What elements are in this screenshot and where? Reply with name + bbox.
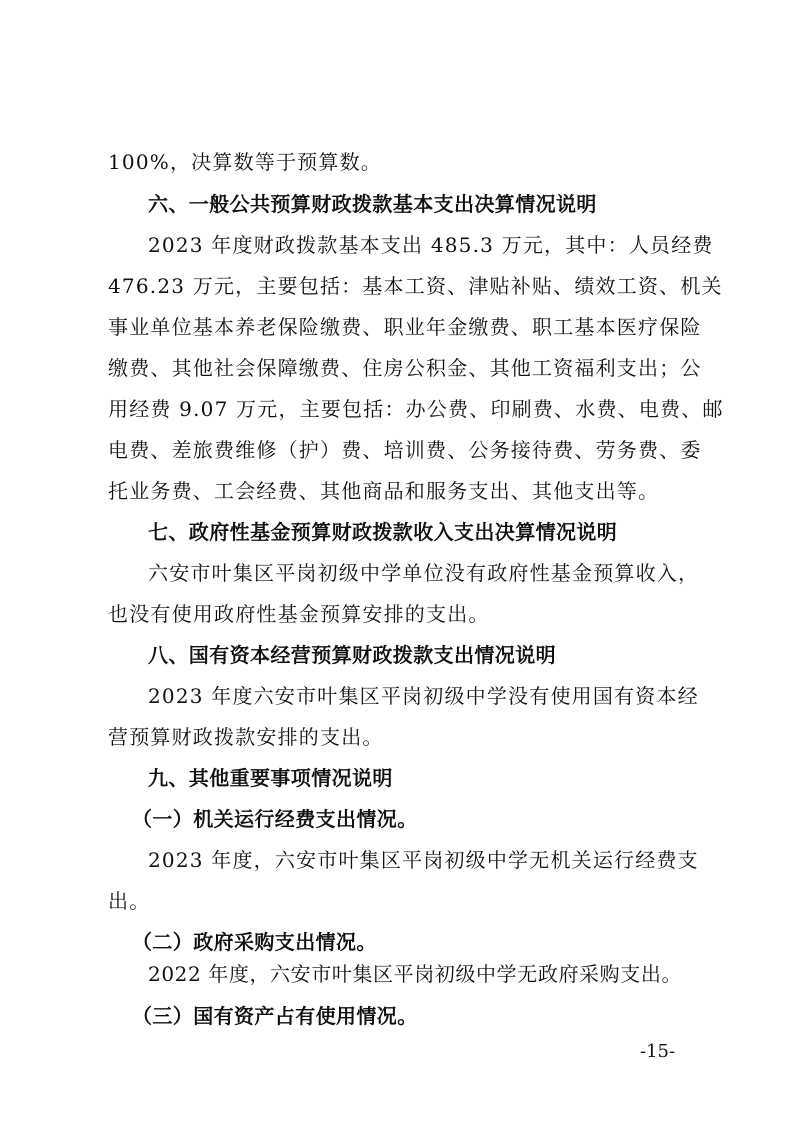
subsection-heading: （二）政府采购支出情况。 bbox=[132, 930, 377, 954]
text-line: 出。 bbox=[108, 889, 151, 913]
text-line: 也没有使用政府性基金预算安排的支出。 bbox=[108, 602, 490, 626]
text-line: 2022 年度，六安市叶集区平岗初级中学无政府采购支出。 bbox=[148, 962, 683, 986]
text-line: 2023 年度，六安市叶集区平岗初级中学无机关运行经费支 bbox=[148, 848, 699, 872]
text-line: 100%，决算数等于预算数。 bbox=[108, 150, 382, 174]
text-line: 2023 年度六安市叶集区平岗初级中学没有使用国有资本经 bbox=[148, 684, 699, 708]
text-line: 托业务费、工会经费、其他商品和服务支出、其他支出等。 bbox=[108, 479, 660, 503]
subsection-heading: （一）机关运行经费支出情况。 bbox=[132, 807, 418, 831]
section-heading: 七、政府性基金预算财政拨款收入支出决算情况说明 bbox=[148, 520, 618, 544]
text-line: 2023 年度财政拨款基本支出 485.3 万元，其中：人员经费 bbox=[148, 233, 714, 257]
text-line: 营预算财政拨款安排的支出。 bbox=[108, 725, 384, 749]
section-heading: 八、国有资本经营预算财政拨款支出情况说明 bbox=[148, 643, 556, 667]
section-heading: 六、一般公共预算财政拨款基本支出决算情况说明 bbox=[148, 192, 597, 216]
text-line: 用经费 9.07 万元，主要包括：办公费、印刷费、水费、电费、邮 bbox=[108, 397, 724, 421]
page-number: -15- bbox=[640, 1041, 676, 1062]
subsection-heading: （三）国有资产占有使用情况。 bbox=[132, 1004, 418, 1028]
text-line: 电费、差旅费维修（护）费、培训费、公务接待费、劳务费、委 bbox=[108, 438, 702, 462]
text-line: 缴费、其他社会保障缴费、住房公积金、其他工资福利支出；公 bbox=[108, 356, 702, 380]
text-line: 六安市叶集区平岗初级中学单位没有政府性基金预算收入， bbox=[148, 561, 700, 585]
section-heading: 九、其他重要事项情况说明 bbox=[148, 766, 393, 790]
text-line: 476.23 万元，主要包括：基本工资、津贴补贴、绩效工资、机关 bbox=[108, 274, 723, 298]
text-line: 事业单位基本养老保险缴费、职业年金缴费、职工基本医疗保险 bbox=[108, 315, 702, 339]
